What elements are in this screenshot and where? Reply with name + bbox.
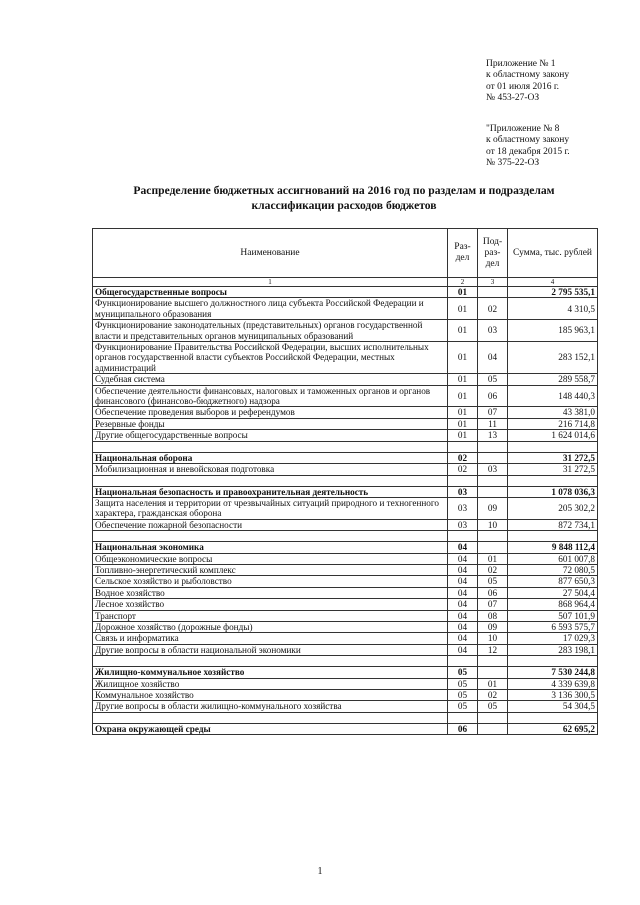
header-subsection: Под-раз-дел: [478, 229, 508, 278]
row-section-cell: 05: [448, 678, 478, 689]
row-section-cell: 02: [448, 452, 478, 463]
row-subsection-cell: 03: [478, 464, 508, 475]
row-subsection-cell: 08: [478, 610, 508, 621]
row-subsection-cell: [478, 723, 508, 734]
row-section-cell: 04: [448, 599, 478, 610]
row-section-cell: 03: [448, 486, 478, 497]
row-sum-cell: 1 624 014,6: [508, 430, 598, 441]
table-row: [93, 464, 598, 475]
row-section-cell: 06: [448, 723, 478, 734]
row-sum-cell: 43 381,0: [508, 407, 598, 418]
appendix-line: Приложение № 1: [486, 59, 556, 69]
row-subsection-cell: 05: [478, 576, 508, 587]
row-section-cell: 04: [448, 644, 478, 655]
table-row: [93, 701, 598, 712]
table-row: [93, 633, 598, 644]
row-section-cell: 01: [448, 407, 478, 418]
row-name-cell: Транспорт: [93, 610, 448, 621]
row-subsection-cell: 09: [478, 497, 508, 519]
row-section-cell: 02: [448, 464, 478, 475]
appendix-line: от 18 декабря 2015 г.: [486, 146, 570, 157]
table-row: [93, 342, 598, 374]
row-subsection-cell: 04: [478, 342, 508, 374]
row-name-cell: Обеспечение пожарной безопасности: [93, 519, 448, 530]
empty-cell: [478, 475, 508, 486]
row-name-cell: Национальная экономика: [93, 542, 448, 553]
row-section-cell: 01: [448, 287, 478, 298]
row-name-cell: Резервные фонды: [93, 418, 448, 429]
row-subsection-cell: 07: [478, 599, 508, 610]
row-name-cell: Функционирование высшего должностного лица субъекта Российской Федерации и муниципального образования: [93, 298, 448, 320]
row-sum-cell: 4 339 639,8: [508, 678, 598, 689]
empty-cell: [508, 441, 598, 452]
row-section-cell: 01: [448, 385, 478, 407]
row-name-cell: Функционирование Правительства Российской Федерации, высших исполнительных органов государственной власти субъектов Российской Федерации, местных администраций: [93, 342, 448, 374]
row-sum-cell: 17 029,3: [508, 633, 598, 644]
table-row: [93, 418, 598, 429]
empty-cell: [478, 656, 508, 667]
column-number: 2: [448, 278, 478, 287]
budget-table: [92, 228, 598, 735]
table-row: [93, 407, 598, 418]
row-name-cell: Сельское хозяйство и рыболовство: [93, 576, 448, 587]
row-sum-cell: 601 007,8: [508, 553, 598, 564]
row-subsection-cell: [478, 287, 508, 298]
row-subsection-cell: 02: [478, 564, 508, 575]
table-row: [93, 576, 598, 587]
table-row: [93, 385, 598, 407]
empty-cell: [508, 712, 598, 723]
row-subsection-cell: 03: [478, 320, 508, 342]
empty-cell: [93, 475, 448, 486]
table-row: [93, 610, 598, 621]
row-section-cell: 05: [448, 667, 478, 678]
row-sum-cell: 4 310,5: [508, 298, 598, 320]
spacer-row: [93, 656, 598, 667]
header-name: Наименование: [93, 229, 448, 278]
row-sum-cell: 283 152,1: [508, 342, 598, 374]
row-subsection-cell: 05: [478, 701, 508, 712]
spacer-row: [93, 441, 598, 452]
row-sum-cell: 185 963,1: [508, 320, 598, 342]
row-sum-cell: 216 714,8: [508, 418, 598, 429]
empty-cell: [508, 656, 598, 667]
row-section-cell: 01: [448, 342, 478, 374]
row-sum-cell: 148 440,3: [508, 385, 598, 407]
appendix-line: № 375-22-ОЗ: [486, 158, 540, 169]
row-subsection-cell: 01: [478, 678, 508, 689]
row-name-cell: Обеспечение деятельности финансовых, налоговых и таможенных органов и органов финансового (финансово-бюджетного) надзора: [93, 385, 448, 407]
column-number-row: [93, 278, 598, 287]
row-name-cell: Общеэкономические вопросы: [93, 553, 448, 564]
row-subsection-cell: [478, 542, 508, 553]
appendix-line: от 01 июля 2016 г.: [486, 81, 560, 92]
row-sum-cell: 3 136 300,5: [508, 690, 598, 701]
row-name-cell: Жилищное хозяйство: [93, 678, 448, 689]
row-section-cell: 01: [448, 298, 478, 320]
row-section-cell: 04: [448, 542, 478, 553]
row-name-cell: Дорожное хозяйство (дорожные фонды): [93, 621, 448, 632]
table-row: [93, 587, 598, 598]
empty-cell: [478, 531, 508, 542]
table-row: [93, 519, 598, 530]
row-name-cell: Другие общегосударственные вопросы: [93, 430, 448, 441]
row-subsection-cell: 10: [478, 633, 508, 644]
row-sum-cell: 1 078 036,3: [508, 486, 598, 497]
table-row: [93, 644, 598, 655]
row-sum-cell: 205 302,2: [508, 497, 598, 519]
row-name-cell: Коммунальное хозяйство: [93, 690, 448, 701]
appendix-amended-note: [486, 124, 626, 170]
table-body: [93, 287, 598, 735]
table-row: [93, 430, 598, 441]
spacer-row: [93, 531, 598, 542]
row-section-cell: 01: [448, 418, 478, 429]
row-name-cell: Национальная безопасность и правоохранительная деятельность: [93, 486, 448, 497]
document-title: [92, 184, 596, 213]
row-section-cell: 04: [448, 576, 478, 587]
appendix-line: № 453-27-ОЗ: [486, 93, 540, 104]
row-section-cell: 05: [448, 690, 478, 701]
row-sum-cell: 27 504,4: [508, 587, 598, 598]
row-name-cell: Лесное хозяйство: [93, 599, 448, 610]
row-subsection-cell: 09: [478, 621, 508, 632]
empty-cell: [508, 475, 598, 486]
row-sum-cell: 31 272,5: [508, 452, 598, 463]
column-number: 4: [508, 278, 598, 287]
section-row: [93, 287, 598, 298]
row-subsection-cell: [478, 667, 508, 678]
appendix-line: к областному закону: [486, 135, 570, 146]
row-name-cell: Обеспечение проведения выборов и референдумов: [93, 407, 448, 418]
table-header-row: [93, 229, 598, 278]
row-subsection-cell: [478, 486, 508, 497]
row-section-cell: 01: [448, 430, 478, 441]
empty-cell: [448, 441, 478, 452]
title-line-1: Распределение бюджетных ассигнований на 2016 год по разделам и подразделам: [133, 184, 555, 197]
empty-cell: [448, 712, 478, 723]
empty-cell: [93, 441, 448, 452]
row-name-cell: Другие вопросы в области жилищно-коммунального хозяйства: [93, 701, 448, 712]
row-sum-cell: 283 198,1: [508, 644, 598, 655]
table-row: [93, 690, 598, 701]
empty-cell: [93, 712, 448, 723]
row-name-cell: Жилищно-коммунальное хозяйство: [93, 667, 448, 678]
empty-cell: [93, 656, 448, 667]
appendix-current-note: [486, 59, 626, 105]
row-name-cell: Топливно-энергетический комплекс: [93, 564, 448, 575]
row-name-cell: Охрана окружающей среды: [93, 723, 448, 734]
row-name-cell: Функционирование законодательных (представительных) органов государственной власти и представительных органов муниципальных образований: [93, 320, 448, 342]
row-section-cell: 03: [448, 497, 478, 519]
column-number: 1: [93, 278, 448, 287]
row-sum-cell: 6 593 575,7: [508, 621, 598, 632]
row-section-cell: 03: [448, 519, 478, 530]
row-section-cell: 04: [448, 610, 478, 621]
row-subsection-cell: 13: [478, 430, 508, 441]
appendix-line: к областному закону: [486, 70, 570, 81]
row-name-cell: Связь и информатика: [93, 633, 448, 644]
row-subsection-cell: 06: [478, 385, 508, 407]
empty-cell: [448, 475, 478, 486]
row-section-cell: 01: [448, 320, 478, 342]
row-section-cell: 04: [448, 553, 478, 564]
row-section-cell: 04: [448, 564, 478, 575]
empty-cell: [478, 441, 508, 452]
row-subsection-cell: 10: [478, 519, 508, 530]
row-sum-cell: 31 272,5: [508, 464, 598, 475]
row-name-cell: Защита населения и территории от чрезвычайных ситуаций природного и техногенного характера, гражданская оборона: [93, 497, 448, 519]
row-sum-cell: 62 695,2: [508, 723, 598, 734]
row-section-cell: 05: [448, 701, 478, 712]
table-row: [93, 678, 598, 689]
table-row: [93, 564, 598, 575]
row-subsection-cell: 05: [478, 374, 508, 385]
row-sum-cell: 877 650,3: [508, 576, 598, 587]
table-row: [93, 374, 598, 385]
empty-cell: [448, 531, 478, 542]
row-subsection-cell: 02: [478, 298, 508, 320]
table-row: [93, 621, 598, 632]
row-sum-cell: 507 101,9: [508, 610, 598, 621]
row-sum-cell: 7 530 244,8: [508, 667, 598, 678]
row-name-cell: Другие вопросы в области национальной экономики: [93, 644, 448, 655]
row-section-cell: 04: [448, 587, 478, 598]
empty-cell: [93, 531, 448, 542]
row-sum-cell: 289 558,7: [508, 374, 598, 385]
section-row: [93, 667, 598, 678]
row-name-cell: Судебная система: [93, 374, 448, 385]
row-subsection-cell: 06: [478, 587, 508, 598]
header-section: Раз-дел: [448, 229, 478, 278]
row-sum-cell: 9 848 112,4: [508, 542, 598, 553]
row-subsection-cell: 01: [478, 553, 508, 564]
row-sum-cell: 2 795 535,1: [508, 287, 598, 298]
appendix-line: "Приложение № 8: [486, 124, 560, 134]
row-name-cell: Мобилизационная и вневойсковая подготовка: [93, 464, 448, 475]
row-subsection-cell: [478, 452, 508, 463]
title-line-2: классификации расходов бюджетов: [251, 198, 437, 212]
column-number: 3: [478, 278, 508, 287]
row-section-cell: 01: [448, 374, 478, 385]
row-subsection-cell: 12: [478, 644, 508, 655]
empty-cell: [478, 712, 508, 723]
table-row: [93, 320, 598, 342]
row-sum-cell: 72 080,5: [508, 564, 598, 575]
table-row: [93, 599, 598, 610]
row-sum-cell: 872 734,1: [508, 519, 598, 530]
row-subsection-cell: 11: [478, 418, 508, 429]
table-row: [93, 298, 598, 320]
section-row: [93, 486, 598, 497]
page-number: 1: [317, 866, 323, 877]
section-row: [93, 723, 598, 734]
table-row: [93, 553, 598, 564]
empty-cell: [448, 656, 478, 667]
table-row: [93, 497, 598, 519]
row-sum-cell: 868 964,4: [508, 599, 598, 610]
row-name-cell: Водное хозяйство: [93, 587, 448, 598]
row-subsection-cell: 07: [478, 407, 508, 418]
row-subsection-cell: 02: [478, 690, 508, 701]
row-sum-cell: 54 304,5: [508, 701, 598, 712]
row-section-cell: 04: [448, 621, 478, 632]
section-row: [93, 452, 598, 463]
row-name-cell: Общегосударственные вопросы: [93, 287, 448, 298]
spacer-row: [93, 475, 598, 486]
spacer-row: [93, 712, 598, 723]
empty-cell: [508, 531, 598, 542]
section-row: [93, 542, 598, 553]
header-sum: Сумма, тыс. рублей: [508, 229, 598, 278]
row-section-cell: 04: [448, 633, 478, 644]
row-name-cell: Национальная оборона: [93, 452, 448, 463]
